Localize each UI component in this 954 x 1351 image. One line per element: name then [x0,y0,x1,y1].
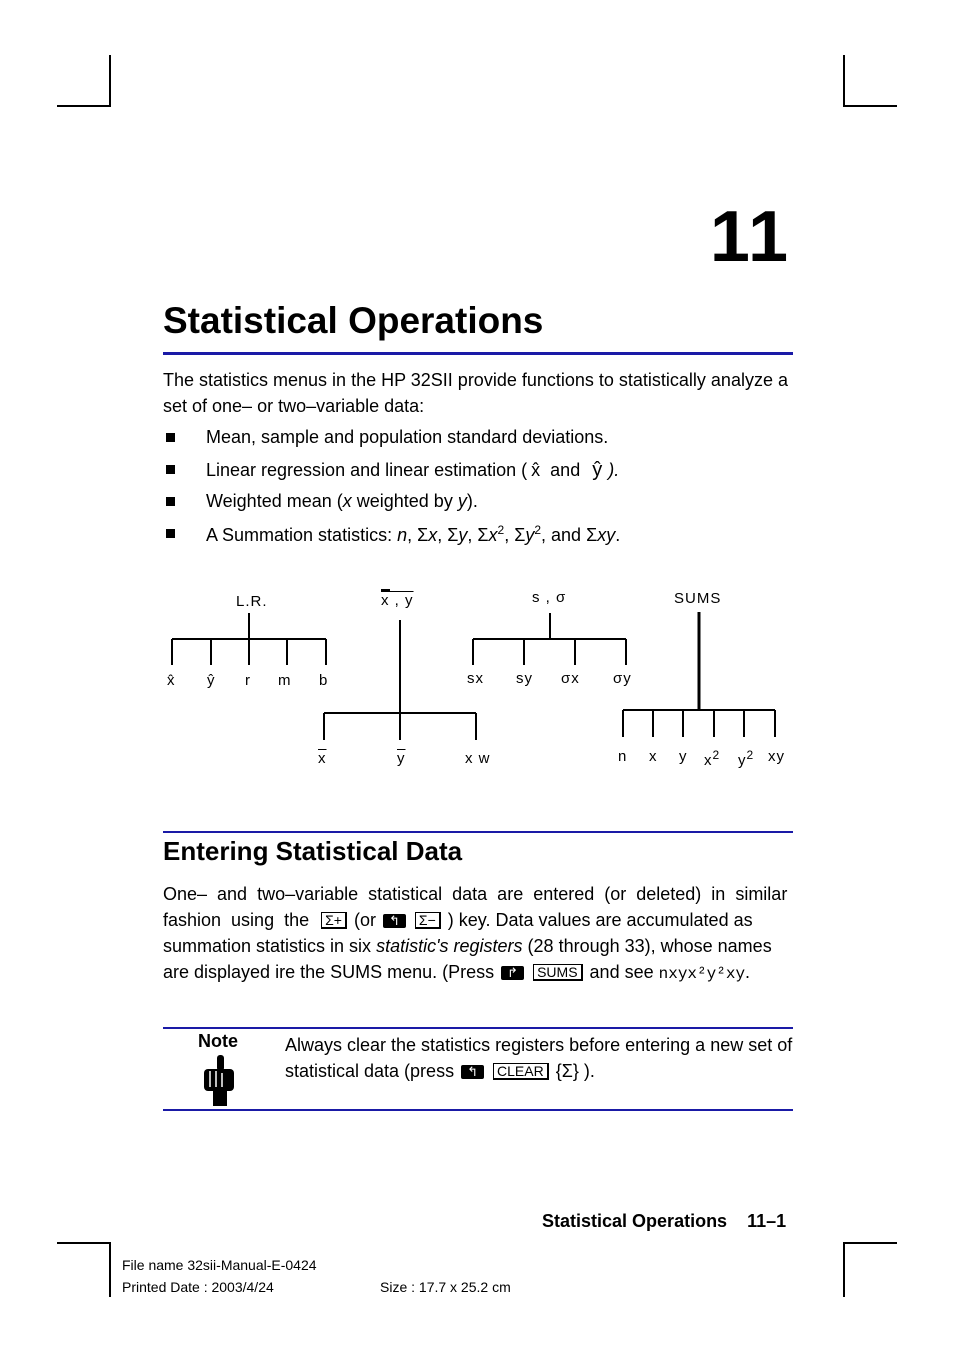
sep: , Σ [504,525,526,545]
mean-item: $\overline{x}$ [318,750,327,767]
crop-mark [843,55,845,107]
var-y: y [458,525,468,545]
sums-item: n [618,748,628,765]
yhat-symbol: ŷ [592,459,603,481]
bullet-text: Mean, sample and population standard deviations. [206,427,609,447]
note-line [285,1058,795,1084]
section-paragraph [163,881,793,987]
para-italic: statistic's registers [376,936,523,956]
note-label: Note [198,1031,238,1051]
menu-label-stdev: s , σ [532,589,567,606]
sep: , Σ [407,525,429,545]
printed-date: Printed Date : 2003/4/24 [122,1279,274,1295]
para-text: (or [353,910,376,930]
footer-title: Statistical Operations [542,1211,728,1231]
file-name: File name 32sii-Manual-E-0424 [122,1257,317,1273]
sums-item: y [679,748,688,765]
note-rule-bottom [163,1109,793,1111]
var-xy: xy [597,525,616,545]
bullet-icon [166,433,175,442]
intro-line: set of one– or two–variable data: [163,396,425,416]
bullet-item [206,459,619,482]
stdev-item: sx [467,670,484,687]
note-line: Always clear the statistics registers before entering a new set of [285,1035,793,1055]
bullet-item [206,523,620,546]
var-x: x [428,525,438,545]
chapter-title: Statistical Operations [163,300,544,341]
sigma-plus-key[interactable]: Σ+ [321,912,347,929]
para-line [163,907,793,933]
clear-key[interactable]: CLEAR [493,1063,549,1080]
xhat-symbol: x̂ [531,460,541,480]
and-word: and [550,460,581,480]
bullet-icon [166,465,175,474]
page-size: Size : 17.7 x 25.2 cm [380,1279,511,1295]
sums-key[interactable]: SUMS [533,964,582,981]
stdev-item: sy [516,670,533,687]
sums-item [738,748,754,769]
sep: , Σ [467,525,489,545]
section-rule [163,831,793,833]
title-rule [163,352,793,355]
para-text: ) key. Data values are accumulated as [447,910,753,930]
running-footer [532,1190,786,1232]
stdev-item: σx [561,670,580,687]
bullet-text: weighted by [351,491,458,511]
bullet-text: Linear regression and linear estimation ( [206,460,528,480]
para-text: fashion using the [163,910,310,930]
left-shift-key[interactable]: ↰ [461,1065,484,1079]
para-text: and see [589,962,654,982]
mean-item: $\overline{y}$ [397,750,406,767]
sums-item-base: x [704,752,713,769]
bullet-item [206,427,608,448]
var-x: x [488,525,498,545]
crop-mark [843,1242,897,1244]
lr-item: m [278,672,292,689]
bullet-end: ). [466,491,478,511]
para-line [163,959,793,987]
sep: , Σ [437,525,459,545]
intro-paragraph [163,367,793,419]
menu-label-mean: x , y [381,592,414,609]
bullet-item [206,491,478,512]
bullet-icon [166,529,175,538]
para-text: . [745,962,751,982]
sums-item [704,748,720,769]
superscript: 2 [746,748,755,762]
note-rule-top [163,1027,793,1029]
display-text: nxyx²y²xy [658,965,746,983]
menu-label-lr: L.R. [236,593,268,610]
superscript: 2 [712,748,721,762]
note-text [285,1032,795,1084]
superscript: 2 [497,523,505,537]
left-shift-key[interactable]: ↰ [383,914,406,928]
var-n: n [397,525,408,545]
sums-item: x [649,748,658,765]
crop-mark [109,1242,111,1297]
lr-item: b [319,672,329,689]
crop-mark [57,105,111,107]
stdev-item: σy [613,670,632,687]
para-text: summation statistics in six [163,936,377,956]
sums-item-base: y [738,752,747,769]
chapter-number: 11 [709,197,790,277]
lr-item: x̂ [167,672,176,689]
var-x: x [342,491,352,511]
note-text-part: statistical data (press [285,1061,455,1081]
lr-item: ŷ [207,672,216,689]
intro-line: The statistics menus in the HP 32SII provide functions to statistically analyze a [163,370,788,390]
crop-mark [109,55,111,107]
bullet-icon [166,497,175,506]
bullet-text: Weighted mean ( [206,491,343,511]
lr-item: r [245,672,251,689]
sep: , and Σ [541,525,598,545]
page-number: 11–1 [747,1211,787,1231]
crop-mark [843,105,897,107]
para-text: (28 through 33), whose names [522,936,772,956]
hand-pointer-icon [201,1055,237,1107]
menu-label-sums: SUMS [674,590,722,607]
para-line: One– and two–variable statistical data are entered (or deleted) in similar [163,884,788,904]
mean-item: x w [465,750,491,767]
sums-item: xy [768,748,785,765]
para-text: are displayed ire the SUMS menu. (Press [163,962,495,982]
bullet-end: ). [608,460,620,480]
sigma-minus-key[interactable]: Σ− [415,912,441,929]
crop-mark [843,1242,845,1297]
var-y: y [525,525,535,545]
right-shift-key[interactable]: ↱ [501,966,524,980]
para-line [163,933,793,959]
bullet-end: . [615,525,621,545]
note-text-part: {Σ} ). [555,1061,595,1081]
bullet-text: A Summation statistics: [206,525,398,545]
crop-mark [57,1242,111,1244]
var-y: y [457,491,467,511]
superscript: 2 [534,523,542,537]
section-title: Entering Statistical Data [163,836,463,866]
